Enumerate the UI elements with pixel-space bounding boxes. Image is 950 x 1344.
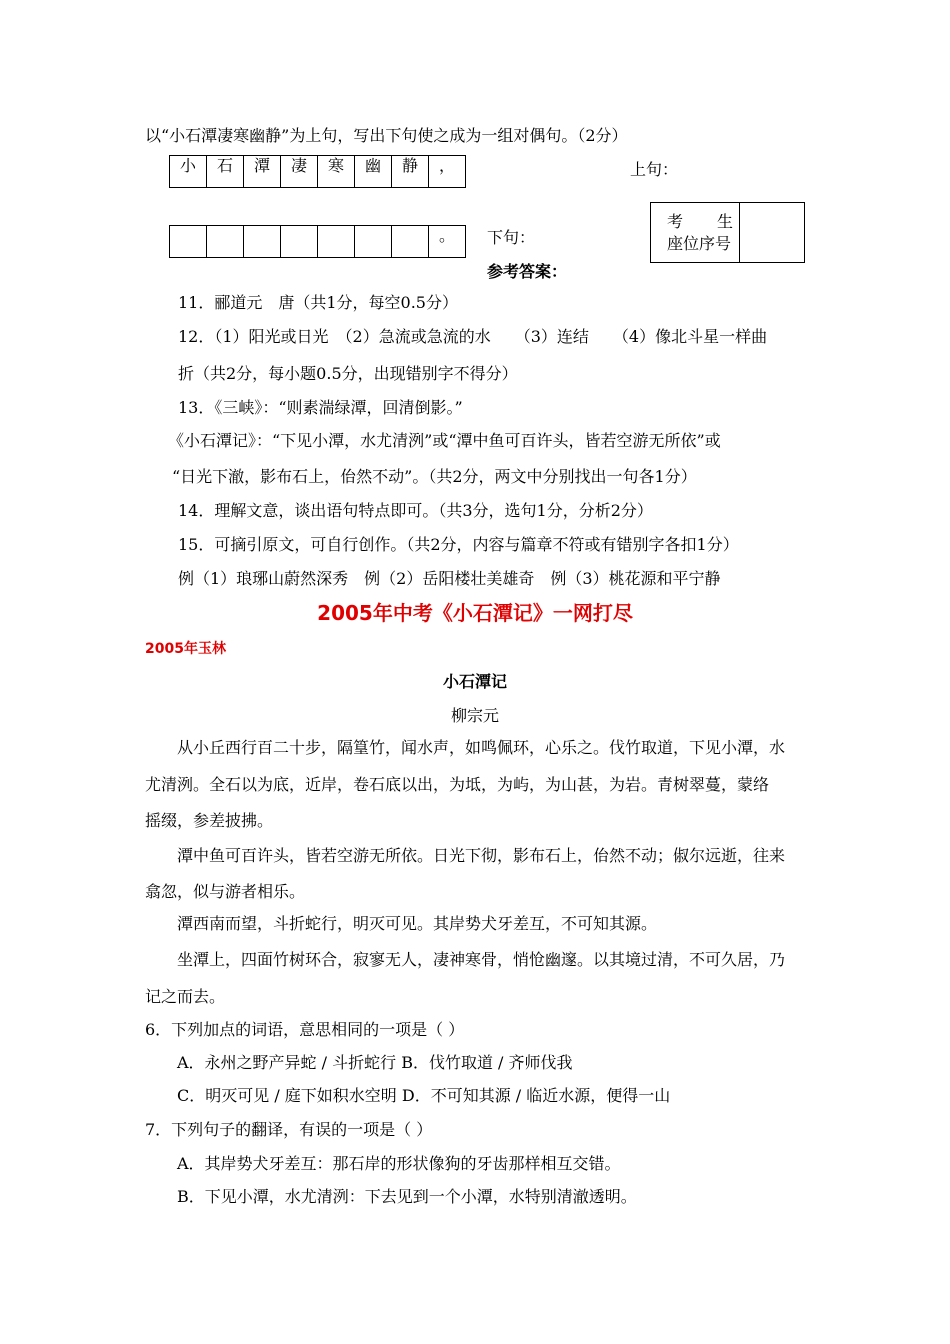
grid-cell: 静	[392, 156, 429, 188]
answer-line: 14．理解文意，谈出语句特点即可。（共3分，选句1分，分析2分）	[178, 501, 653, 520]
grid-cell: 寒	[318, 156, 355, 188]
answer-line: 13．《三峡》：“则素湍绿潭，回清倒影。”	[178, 398, 463, 417]
passage-line: 坐潭上，四面竹树环合，寂寥无人，凄神寒骨，悄怆幽邃。以其境过清，不可久居，乃	[145, 950, 786, 969]
grid-cell	[207, 226, 244, 258]
grid-cell	[318, 226, 355, 258]
grid-cell: 幽	[355, 156, 392, 188]
passage-line: 翕忽，似与游者相乐。	[145, 882, 306, 901]
seat-label-char: 生	[716, 212, 733, 231]
seat-number-box	[650, 202, 805, 263]
grid-cell: ，	[429, 156, 466, 188]
seat-label-char: 考	[667, 212, 684, 231]
answer-line: 15．可摘引原文，可自行创作。（共2分，内容与篇章不符或有错别字各扣1分）	[178, 535, 739, 554]
upper-sentence-grid	[169, 155, 466, 188]
question-option: A．其岸势犬牙差互：那石岸的形状像狗的牙齿那样相互交错。	[145, 1154, 621, 1173]
poem-author: 柳宗元	[450, 706, 499, 725]
question-line: 6．下列加点的词语，意思相同的一项是（ ）	[145, 1020, 465, 1039]
upper-label: 上句：	[630, 160, 679, 179]
passage-line: 记之而去。	[145, 987, 226, 1006]
grid-cell	[355, 226, 392, 258]
grid-cell	[392, 226, 429, 258]
grid-cell	[170, 226, 207, 258]
answer-line: 12．（1）阳光或日光 （2）急流或急流的水 （3）连结 （4）像北斗星一样曲	[178, 327, 768, 346]
grid-cell: 潭	[244, 156, 281, 188]
question-option: C．明灭可见 / 庭下如积水空明 D．不可知其源 / 临近水源，便得一山	[145, 1086, 671, 1105]
answer-line: “日光下澈，影布石上，佁然不动”。（共2分，两文中分别找出一句各1分）	[172, 467, 697, 486]
answer-line: 11．郦道元 唐（共1分，每空0.5分）	[178, 293, 458, 312]
question-line: 7．下列句子的翻译，有误的一项是（ ）	[145, 1120, 433, 1139]
lower-label: 下句：	[487, 228, 536, 247]
grid-cell: 小	[170, 156, 207, 188]
grid-cell: 石	[207, 156, 244, 188]
answer-line: 《小石潭记》：“下见小潭，水尤清洌”或“潭中鱼可百许头，皆若空游无所依”或	[168, 431, 721, 450]
passage-line: 尤清洌。全石以为底，近岸，卷石底以出，为坻，为屿，为山甚，为岩。青树翠蔓，蒙络	[145, 775, 770, 794]
grid-cell	[244, 226, 281, 258]
passage-line: 摇缀，参差披拂。	[145, 811, 274, 830]
lower-sentence-grid	[169, 225, 466, 258]
passage-line: 潭西南而望，斗折蛇行，明灭可见。其岸势犬牙差互，不可知其源。	[145, 914, 658, 933]
seat-number-label	[651, 203, 740, 262]
answer-line: 例（1）琅琊山蔚然深秀 例（2）岳阳楼壮美雄奇 例（3）桃花源和平宁静	[178, 569, 721, 588]
grid-cell: 凄	[281, 156, 318, 188]
answers-heading: 参考答案：	[487, 262, 568, 281]
region-label: 2005年玉林	[145, 641, 226, 657]
question-option: B．下见小潭，水尤清洌：下去见到一个小潭，水特别清澈透明。	[145, 1187, 637, 1206]
seat-label-line: 座位序号	[667, 234, 732, 253]
grid-cell	[281, 226, 318, 258]
answer-line: 折（共2分，每小题0.5分，出现错别字不得分）	[178, 364, 518, 383]
poem-title: 小石潭记	[442, 672, 507, 691]
passage-line: 潭中鱼可百许头，皆若空游无所依。日光下彻，影布石上，佁然不动；俶尔远逝，往来	[145, 846, 786, 865]
passage-line: 从小丘西行百二十步，隔篁竹，闻水声，如鸣佩环，心乐之。伐竹取道，下见小潭，水	[145, 738, 786, 757]
question-intro: 以“小石潭凄寒幽静”为上句，写出下句使之成为一组对偶句。（2分）	[145, 126, 628, 145]
grid-cell: 。	[429, 226, 466, 258]
section-title: 2005年中考《小石潭记》一网打尽	[317, 601, 633, 625]
question-option: A．永州之野产异蛇 / 斗折蛇行 B．伐竹取道 / 齐师伐我	[145, 1053, 573, 1072]
